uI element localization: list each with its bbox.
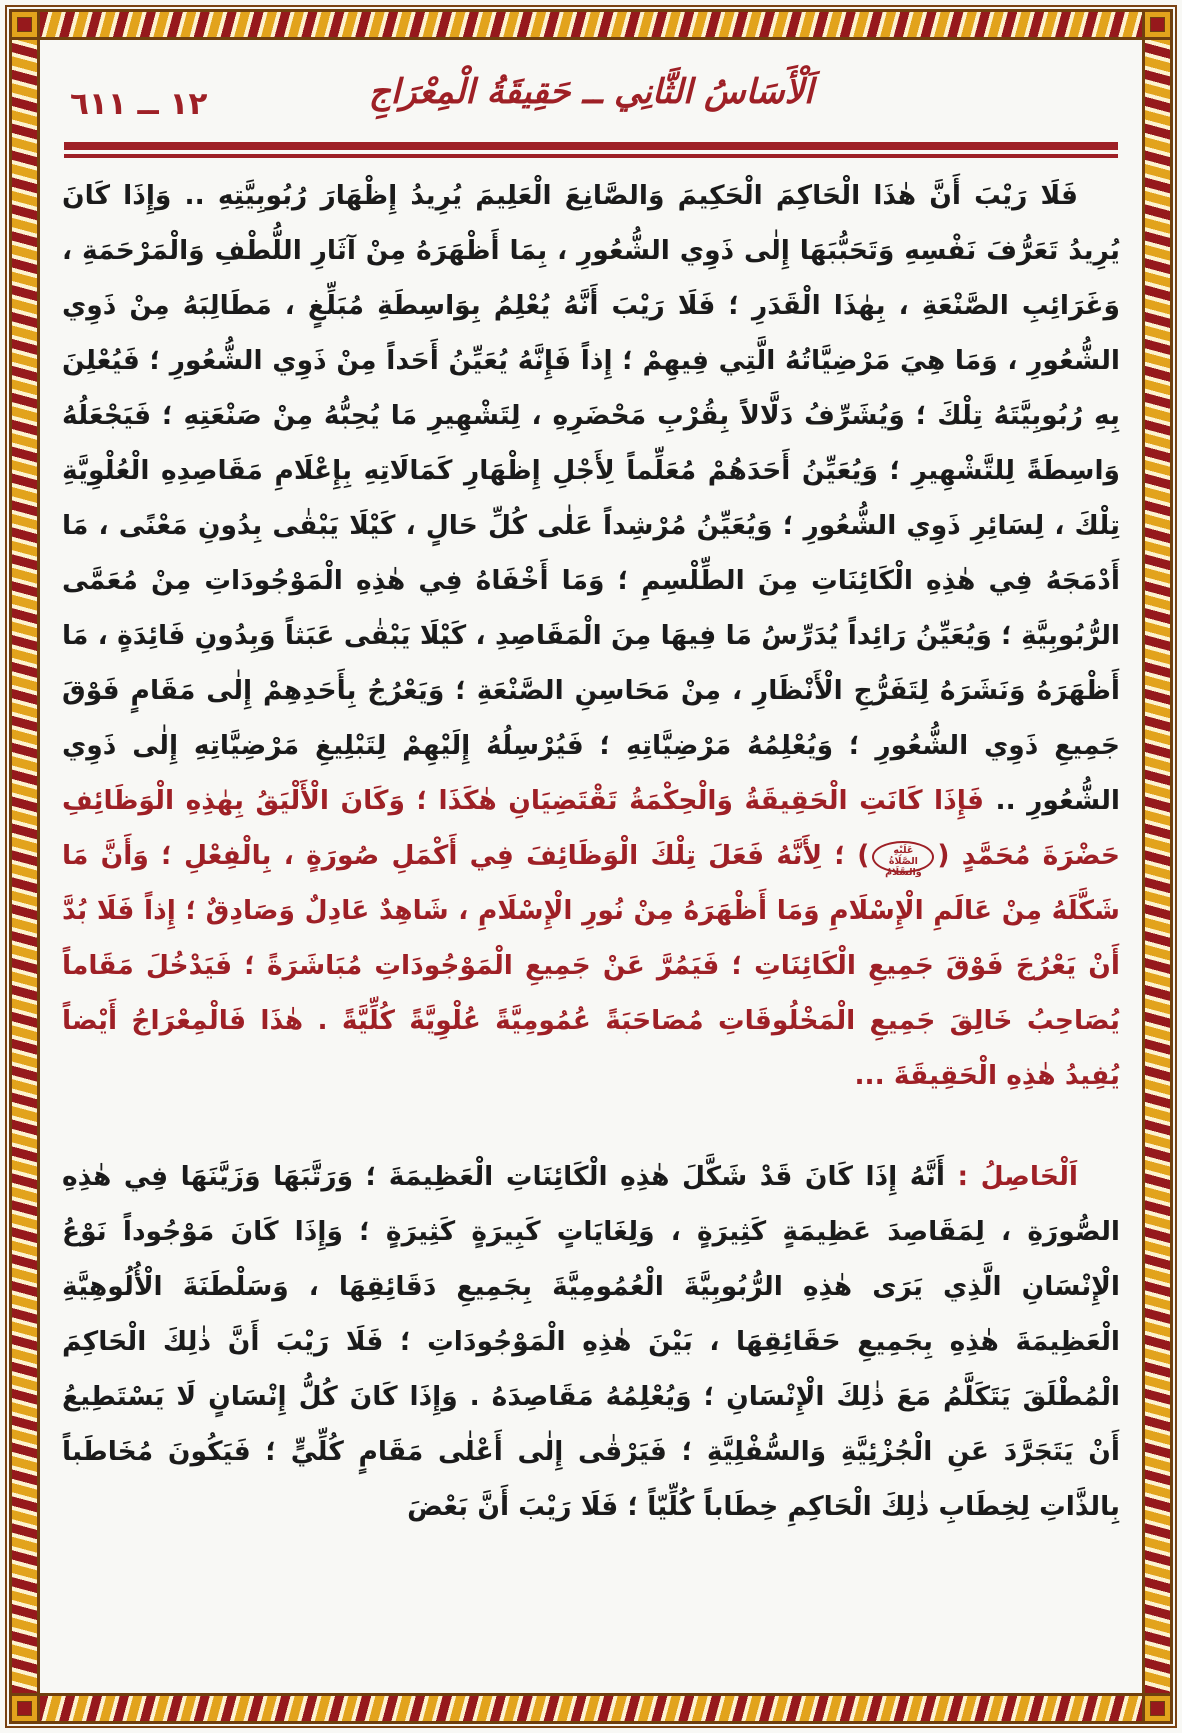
frame-corner-bottom-left bbox=[9, 1693, 40, 1724]
salawat-seal-icon bbox=[872, 841, 934, 878]
frame-border-bottom bbox=[9, 1693, 1173, 1724]
page-header bbox=[64, 72, 1118, 142]
header-divider-thin-rule bbox=[64, 154, 1118, 158]
frame-corner-top-left bbox=[9, 9, 40, 40]
paragraph-summary bbox=[62, 1149, 1120, 1534]
paragraph-summary-black-text: أَنَّهُ إِذَا كَانَ قَدْ شَكَّلَ هٰذِهِ الْكَائِنَاتِ الْعَظِيمَةَ ؛ وَرَتَّبَهَا وَزَيَّنَهَا فِي هٰذِهِ الصُّورَةِ ، لِمَقَاصِدَ عَظِيمَةٍ كَثِيرَةٍ ، وَلِغَايَاتٍ كَبِيرَةٍ كَثِيرَةٍ ؛ وَإِذَا كَانَ مَوْجُوداً نَوْعُ الْإِنْسَانِ الَّذِي يَرَى هٰذِهِ الرُّبُوبِيَّةَ الْعُمُومِيَّةَ بِجَمِيعِ دَقَائِقِهَا ، وَسَلْطَنَةَ الْأُلُوهِيَّةِ الْعَظِيمَةَ هٰذِهِ بِجَمِيعِ حَقَائِقِهَا ، بَيْنَ هٰذِهِ الْمَوْجُودَاتِ ؛ فَلَا رَيْبَ أَنَّ ذٰلِكَ الْحَاكِمَ الْمُطْلَقَ يَتَكَلَّمُ مَعَ ذٰلِكَ الْإِنْسَانِ ؛ وَيُعْلِمُهُ مَقَاصِدَهُ . وَإِذَا كَانَ كُلُّ إِنْسَانٍ لَا يَسْتَطِيعُ أَنْ يَتَجَرَّدَ عَنِ الْجُزْئِيَّةِ وَالسُّفْلِيَّةِ ؛ فَيَرْقٰى إِلٰى أَعْلٰى مَقَامٍ كُلِّيٍّ ؛ فَيَكُونَ مُخَاطَباً بِالذَّاتِ لِخِطَابِ ذٰلِكَ الْحَاكِمِ خِطَاباً كُلِّيّاً ؛ فَلَا رَيْبَ أَنَّ بَعْضَ bbox=[62, 1161, 1120, 1522]
header-divider-thick-rule bbox=[64, 142, 1118, 150]
frame-corner-top-right bbox=[1142, 9, 1173, 40]
frame-border-top bbox=[9, 9, 1173, 40]
paragraph-main-black-text: فَلَا رَيْبَ أَنَّ هٰذَا الْحَاكِمَ الْحَكِيمَ وَالصَّانِعَ الْعَلِيمَ يُرِيدُ إِظْهَارَ رُبُوبِيَّتِهِ .. وَإِذَا كَانَ يُرِيدُ تَعَرُّفَ نَفْسِهِ وَتَحَبُّبَهَا إِلٰى ذَوِي الشُّعُورِ ، بِمَا أَظْهَرَهُ مِنْ آثَارِ اللُّطْفِ وَالْمَرْحَمَةِ ، وَغَرَائِبِ الصَّنْعَةِ ، بِهٰذَا الْقَدَرِ ؛ فَلَا رَيْبَ أَنَّهُ يُعْلِمُ بِوَاسِطَةِ مُبَلِّغٍ ، مَطَالِبَهُ مِنْ ذَوِي الشُّعُورِ ، وَمَا هِيَ مَرْضِيَّاتُهُ الَّتِي فِيهِمْ ؛ إِذاً فَإِنَّهُ يُعَيِّنُ أَحَداً مِنْ ذَوِي الشُّعُورِ ؛ فَيُعْلِنَ بِهِ رُبُوبِيَّتَهُ تِلْكَ ؛ وَيُشَرِّفُ دَلَّالاً بِقُرْبِ مَحْضَرِهِ ، لِتَشْهِيرِ مَا يُحِبُّهُ مِنْ صَنْعَتِهِ ؛ فَيَجْعَلُهُ وَاسِطَةً لِلتَّشْهِيرِ ؛ وَيُعَيِّنُ أَحَدَهُمْ مُعَلِّماً لِأَجْلِ إِظْهَارِ كَمَالَاتِهِ بِإِعْلَامِ مَقَاصِدِهِ الْعُلْوِيَّةِ تِلْكَ ، لِسَائِرِ ذَوِي الشُّعُورِ ؛ وَيُعَيِّنُ مُرْشِداً عَلٰى كُلِّ حَالٍ ، كَيْلَا يَبْقٰى بِدُونِ مَعْنًى ، مَا أَدْمَجَهُ فِي هٰذِهِ الْكَائِنَاتِ مِنَ الطِّلْسِمِ ؛ وَمَا أَخْفَاهُ فِي هٰذِهِ الْمَوْجُودَاتِ مِنْ مُعَمَّى الرُّبُوبِيَّةِ ؛ وَيُعَيِّنُ رَائِداً يُدَرِّسُ مَا فِيهَا مِنَ الْمَقَاصِدِ ، كَيْلَا يَبْقٰى عَبَثاً وَبِدُونِ فَائِدَةٍ ، مَا أَظْهَرَهُ وَنَشَرَهُ لِتَفَرُّجِ الْأَنْظَارِ ، مِنْ مَحَاسِنِ الصَّنْعَةِ ؛ وَيَعْرُجُ بِأَحَدِهِمْ إِلٰى مَقَامٍ فَوْقَ جَمِيعِ ذَوِي الشُّعُورِ ؛ وَيُعْلِمُهُ مَرْضِيَّاتِهِ ؛ فَيُرْسِلُهُ إِلَيْهِمْ لِتَبْلِيغِ مَرْضِيَّاتِهِ إِلٰى ذَوِي الشُّعُورِ .. bbox=[62, 180, 1121, 816]
paragraph-main-red-text-after-seal: ) ؛ لِأَنَّهُ فَعَلَ تِلْكَ الْوَظَائِفَ فِي أَكْمَلِ صُورَةٍ ، بِالْفِعْلِ ؛ وَأَنَّ مَا شَكَّلَهُ مِنْ عَالَمِ الْإِسْلَامِ وَمَا أَظْهَرَهُ مِنْ نُورِ الْإِسْلَامِ ، شَاهِدٌ عَادِلٌ وَصَادِقٌ ؛ إِذاً فَلَا بُدَّ أَنْ يَعْرُجَ فَوْقَ جَمِيعِ الْكَائِنَاتِ ؛ فَيَمُرَّ عَنْ جَمِيعِ الْمَوْجُودَاتِ مُبَاشَرَةً ؛ فَيَدْخُلَ مَقَاماً يُصَاحِبُ خَالِقَ جَمِيعِ الْمَخْلُوقَاتِ مُصَاحَبَةً عُمُومِيَّةً عُلْوِيَّةً كُلِّيَّةً . هٰذَا فَالْمِعْرَاجُ أَيْضاً يُفِيدُ هٰذِهِ الْحَقِيقَةَ ... bbox=[62, 840, 1120, 1091]
header-divider bbox=[64, 142, 1118, 158]
salawat-seal-text: عَلَيْهِ الصَّلَاةُ وَالسَّلَامُ bbox=[885, 844, 922, 878]
paragraph-main-red-text-before-seal: فَإِذَا كَانَتِ الْحَقِيقَةُ وَالْحِكْمَةُ تَقْتَضِيَانِ هٰكَذَا ؛ وَكَانَ الْأَلْيَقُ بِهٰذِهِ الْوَظَائِفِ حَضْرَةَ مُحَمَّدٍ ( bbox=[62, 785, 1120, 871]
paragraph-main bbox=[62, 168, 1120, 1103]
paragraph-summary-lead: اَلْحَاصِلُ : bbox=[944, 1161, 1078, 1192]
frame-border-left bbox=[9, 9, 40, 1724]
frame-border-right bbox=[1142, 9, 1173, 1724]
page-title: اَلْأَسَاسُ الثَّانِي ــ حَقِيقَةُ الْمِعْرَاجِ bbox=[368, 72, 814, 112]
frame-corner-bottom-right bbox=[1142, 1693, 1173, 1724]
page-numbers: ١٢ ــ ٦١١ bbox=[70, 86, 208, 122]
text-body bbox=[62, 168, 1120, 1534]
